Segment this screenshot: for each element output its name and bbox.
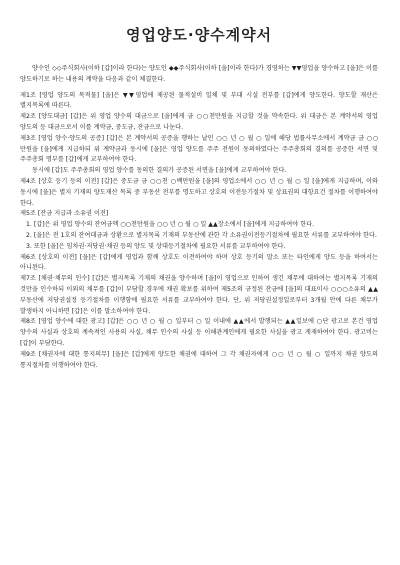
article-3-paragraph-2: 동시에 [갑]도 주주총회의 영업 양수를 동의한 결의가 공증된 서면을 [을]에게 교부하여야 한다. bbox=[32, 167, 287, 175]
article-6: 제6조 [상호의 이전] [을]은 [갑]에게 영업과 함께 상호도 이전하여야 하며 상호 등기의 말소 또는 타인에게 양도 등을 하여서는 아니된다. bbox=[20, 253, 378, 272]
article-1: 제1조 [영업 양도의 목적물] [을]은 ▼▼영업에 제공된 물적설비 일체 및 부대 시설 전부를 [갑]에게 양도한다. 양도할 재산은 별지목록에 따른다. bbox=[20, 91, 378, 110]
article-5-item-2: 2. [을]은 전 1호의 잔여대금과 상환으로 별지목록 기재의 부동산에 관한 각 소유권이전등기절차에 필요한 서류를 교부하여야 한다. bbox=[26, 231, 377, 239]
article-8: 제8조 [영업 양수에 대한 광고] [갑]은 ○○ 년 ○ 월 ○ 일부터 ○ 일 이내에 ▲▲에서 발행되는 ▲▲일보에 ○단 광고로 본건 영업 양수의 사실과 상호의 계속적인 사용의 사실, 채무 인수의 사실 등 이해관계인에게 필요한 사실을 광고 게재하여야 한다. 광고비는 [갑]이 부담한다. bbox=[20, 318, 378, 347]
article-3: 제3조 [영업 양수·양도의 공증] [갑]은 본 계약서의 공증을 행하는 날인 ○○ 년 ○ 월 ○ 일에 해당 법률사무소에서 계약금 금 ○○만원을 [을]에게 지급하되 위 계약금과 동시에 [을]은 영업 양도를 주주 전원이 동의하였다는 주주총회의 결의를 공증한 서면 및 주주총회 명부를 [갑]에게 교부하여야 한다. bbox=[20, 134, 378, 164]
article-9: 제9조 [채권자에 대한 통지의무] [을]은 [갑]에게 양도한 채권에 대하여 그 각 채권자에게 ○○ 년 ○ 월 ○ 일까지 채권 양도의 통지절차를 이행하여야 한다. bbox=[20, 350, 378, 369]
article-7: 제7조 [채권·채무의 인수] [갑]은 별지목록 기재의 채권을 양수하며 [을]이 영업으로 인하여 생긴 채무에 대하여는 별지목록 기재의 것만을 인수하되 이외의 채무를 [갑]이 부담할 경우에 채권 확보를 위하여 제5조의 규정된 잔금에 [을]의 대표이사 ○○○소유의 ▲▲부동산에 저당권설정 등기절차를 이행함에 필요한 서류를 교부하여야 한다. 단, 위 저당권설정일로부터 3개월 안에 다른 채무가 발생하지 아니하면 [갑]은 이를 말소하여야 한다. bbox=[20, 275, 378, 315]
document-title: 영업양도·양수계약서 bbox=[125, 26, 273, 44]
article-5-item-3: 3. 또한 [을]은 임차권·저당권·채권 등의 양도 및 상대등기절차에 필요한 서류를 교부하여야 한다. bbox=[26, 242, 286, 250]
intro-paragraph: 양수인 ◇◇주식회사(이하 [갑]이라 한다)는 양도인 ◆◆주식회사(이하 [을]이라 한다)가 경영하는 ▼▼영업을 양수하고 [을]은 이를 양도하기로 하는 내용의 계약을 다음과 같이 체결한다. bbox=[20, 65, 378, 83]
article-5-heading: 제5조 [잔금 지급과 소유권 이전] bbox=[20, 210, 109, 218]
article-2: 제2조 [양도대금] [갑]은 위 영업 양수의 대금으로 [을]에게 금 ○○천만원을 지급할 것을 약속한다. 위 대금은 본 계약서의 영업 양도의 등 대금으로서 이를 계약금, 중도금, 잔금으로 나눈다. bbox=[20, 113, 378, 131]
article-5-item-1: 1. [갑]은 위 영업 양수의 잔여금액 ○○천만원을 ○○ 년 ○ 월 ○ 일 ▲▲장소에서 [을]에게 지급하여야 한다. bbox=[26, 221, 315, 229]
article-4: 제4조 [상호 등기 등의 이전] [갑]은 중도금 금 ○○천 ○백만원을 [을]의 영업소에서 ○○ 년 ○ 월 ○ 일 [을]에게 지급하며, 이와 동시에 [을]은 별지 기재의 양도재산 목록 중 부동산 전부를 명도하고 상호의 이전등기절차 및 상표권의 대항요건 절차를 이행하여야 한다. bbox=[20, 177, 378, 207]
